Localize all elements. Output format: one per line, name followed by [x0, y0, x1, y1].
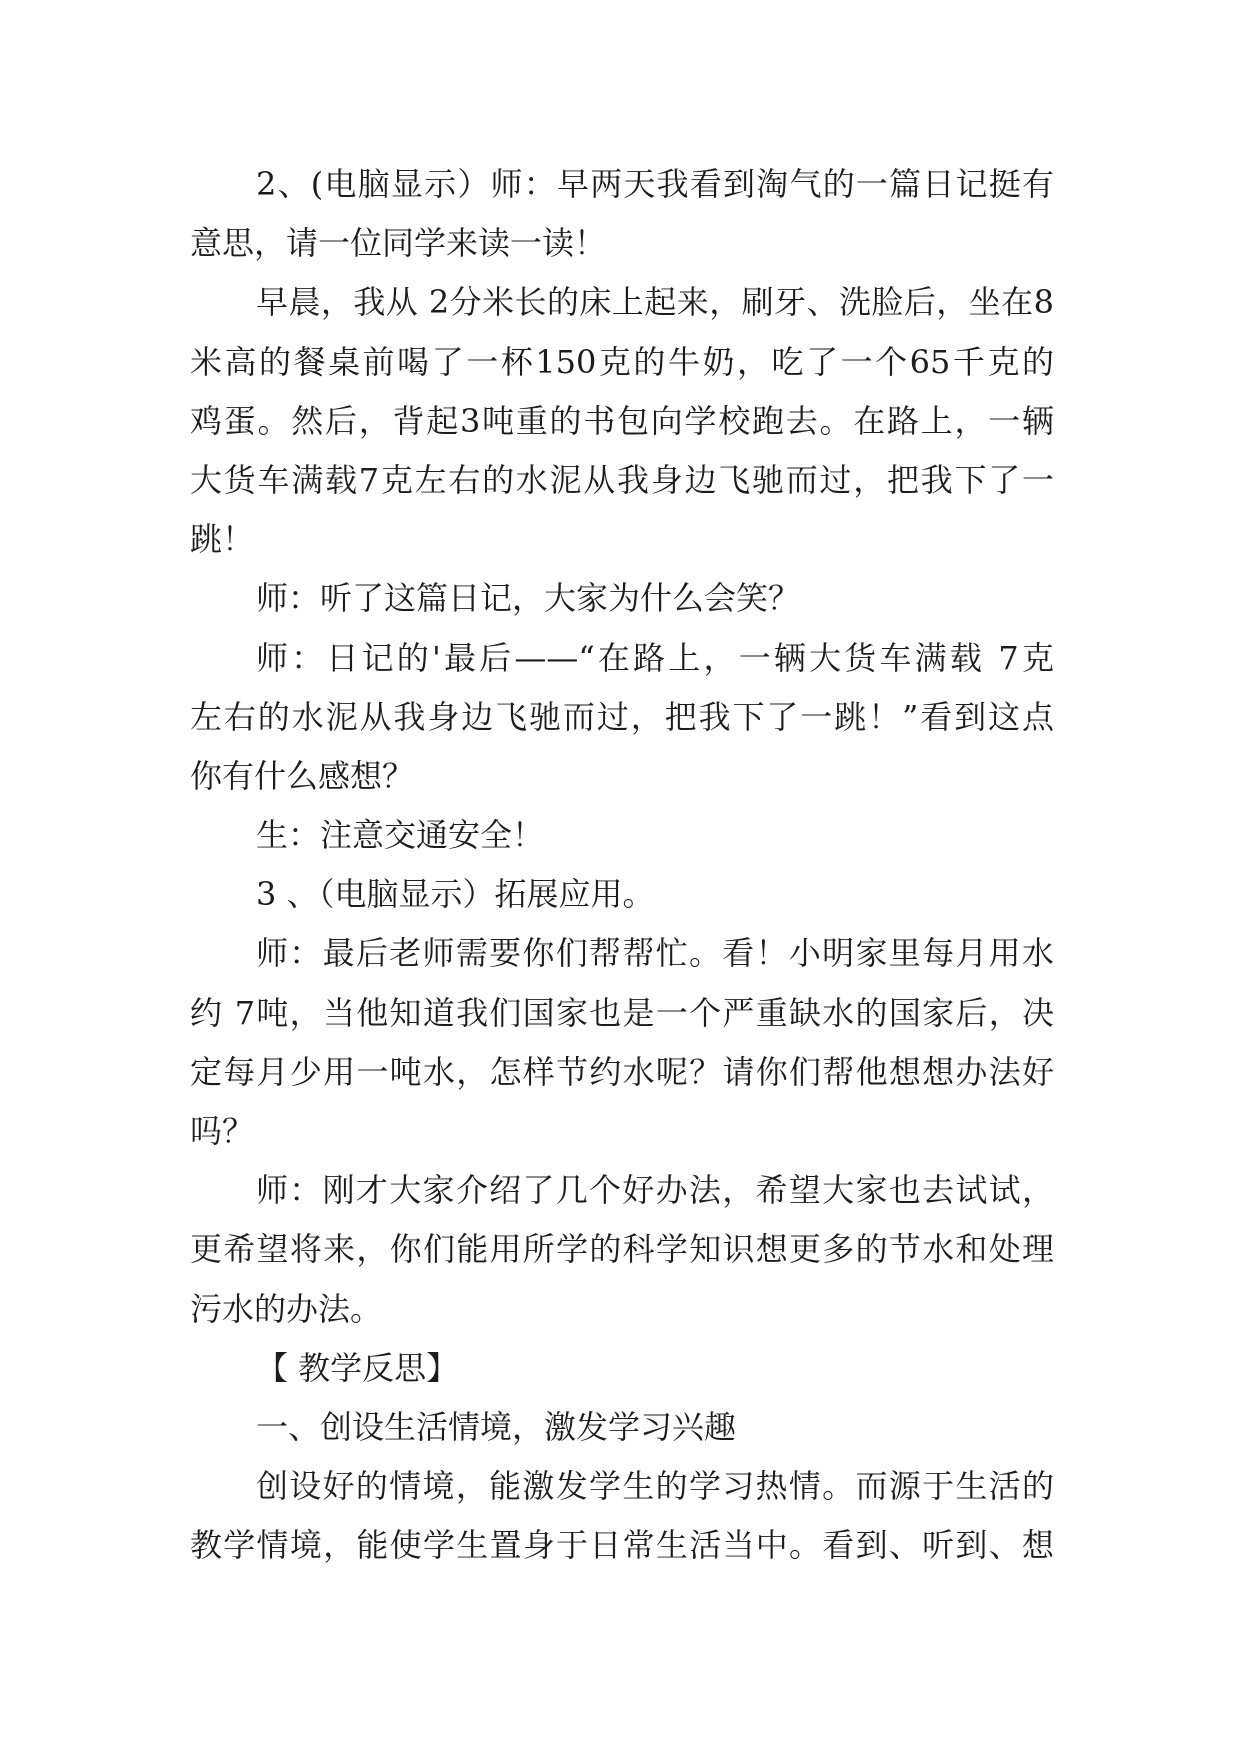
text-line: 教学情境，能使学生置身于日常生活当中。看到、听到、想	[190, 1526, 1054, 1565]
text-line: 师：日记的'最后——“在路上，一辆大货车满载 7克	[256, 638, 1054, 677]
text-line: 2、(电脑显示）师：早两天我看到淘气的一篇日记挺有	[256, 165, 1054, 203]
text-line: 师：刚才大家介绍了几个好办法，希望大家也去试试，	[256, 1171, 1054, 1210]
paragraph	[190, 806, 1054, 865]
text-line: 3 、（电脑显示）拓展应用。	[256, 875, 655, 914]
text-line: 左右的水泥从我身边飞驰而过，把我下了一跳！”看到这点	[190, 697, 1054, 736]
paragraph	[190, 865, 1054, 924]
text-line: 跳！	[190, 520, 255, 559]
text-line: 定每月少用一吨水，怎样节约水呢？请你们帮他想想办法好	[190, 1052, 1054, 1091]
paragraph	[190, 1161, 1054, 1339]
text-line: 约 7吨，当他知道我们国家也是一个严重缺水的国家后，决	[190, 993, 1054, 1032]
text-line: 吗？	[190, 1112, 255, 1150]
document-body	[190, 155, 1054, 1576]
text-line: 创设好的情境，能激发学生的学习热情。而源于生活的	[256, 1467, 1054, 1506]
paragraph	[190, 155, 1054, 273]
paragraph	[190, 569, 1054, 628]
text-line: 早晨，我从 2分米长的床上起来，刷牙、洗脸后，坐在8	[256, 283, 1054, 322]
text-line: 你有什么感想？	[190, 756, 415, 795]
text-line: 污水的办法。	[190, 1289, 383, 1328]
text-line: 更希望将来，你们能用所学的科学知识想更多的节水和处理	[190, 1230, 1054, 1269]
text-line: 【 教学反思】	[256, 1348, 459, 1387]
paragraph	[190, 273, 1054, 569]
text-line: 师：听了这篇日记，大家为什么会笑？	[256, 579, 801, 618]
text-line: 生：注意交通安全！	[256, 816, 545, 855]
paragraph	[190, 1457, 1054, 1575]
text-line: 一、创设生活情境，激发学习兴趣	[256, 1407, 737, 1446]
text-line: 意思，请一位同学来读一读！	[190, 224, 607, 263]
paragraph	[190, 924, 1054, 1161]
text-line: 鸡蛋。然后，背起3吨重的书包向学校跑去。在路上，一辆	[190, 401, 1054, 440]
text-line: 大货车满载7克左右的水泥从我身边飞驰而过，把我下了一	[190, 460, 1054, 499]
paragraph	[190, 629, 1054, 807]
subsection-heading	[190, 1398, 1054, 1457]
text-line: 米高的餐桌前喝了一杯150克的牛奶，吃了一个65千克的	[190, 342, 1054, 381]
text-line: 师：最后老师需要你们帮帮忙。看！小明家里每月用水	[256, 934, 1054, 973]
section-heading	[190, 1339, 1054, 1398]
